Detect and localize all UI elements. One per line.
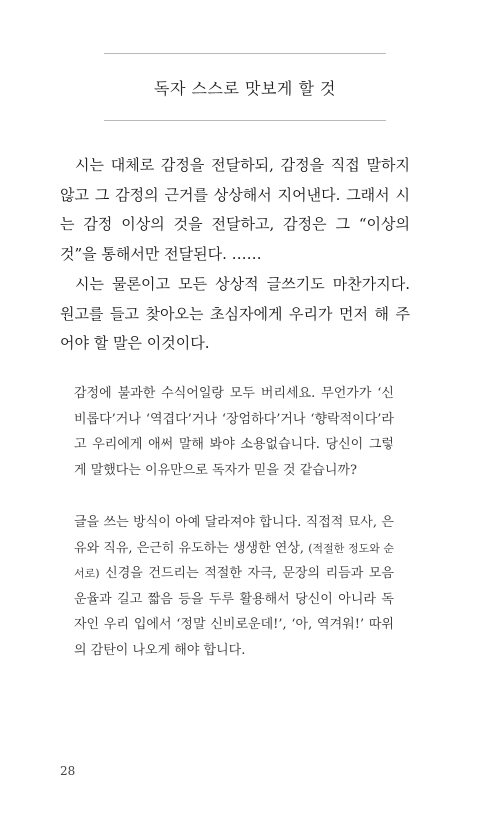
quote-block-1	[74, 381, 394, 483]
bottom-rule	[104, 120, 386, 121]
page-number: 28	[60, 764, 76, 778]
quote-paragraph-1: 감정에 불과한 수식어일랑 모두 버리세요. 무언가가 ‘신비롭다’거나 ‘역겹다’거나 ‘장엄하다’거나 ‘향락적이다’라고 우리에게 애써 말해 봐야 소용없습니다. 당신이 그렇게 말했다는 이유만으로 독자가 믿을 것 같습니까?	[74, 386, 394, 478]
quote-paragraph-2-part-1: 글을 쓰는 방식이 아예 달라져야 합니다. 직접적 묘사, 은유와 직유, 은근히 유도하는 생생한 연상,	[74, 515, 394, 556]
body-paragraph-1: 시는 대체로 감정을 전달하되, 감정을 직접 말하지 않고 그 감정의 근거를 상상해서 지어낸다. 그래서 시는 감정 이상의 것을 전달하고, 감정은 그 “이상의 것”을 통해서만 전달된다. ……	[60, 156, 410, 264]
body-text	[60, 151, 410, 359]
quote-paragraph-2-part-2: 신경을 건드리는 적절한 자극, 문장의 리듬과 모음운율과 길고 짧음 등을 두루 활용해서 당신이 아니라 독자인 우리 입에서 ‘정말 신비로운데!’, ‘아, 역겨워!’ 따위의 감탄이 나오게 해야 합니다.	[74, 566, 394, 658]
top-rule	[104, 53, 386, 54]
body-paragraph-2: 시는 물론이고 모든 상상적 글쓰기도 마찬가지다. 원고를 들고 찾아오는 초심자에게 우리가 먼저 해 주어야 할 말은 이것이다.	[60, 274, 410, 353]
quote-paragraph-2	[74, 510, 394, 663]
section-title: 독자 스스로 맛보게 할 것	[154, 79, 336, 98]
quote-block-2	[74, 510, 394, 663]
quote-paragraph-2-parenthetical: (적절한 정도와 순서로)	[74, 541, 394, 580]
